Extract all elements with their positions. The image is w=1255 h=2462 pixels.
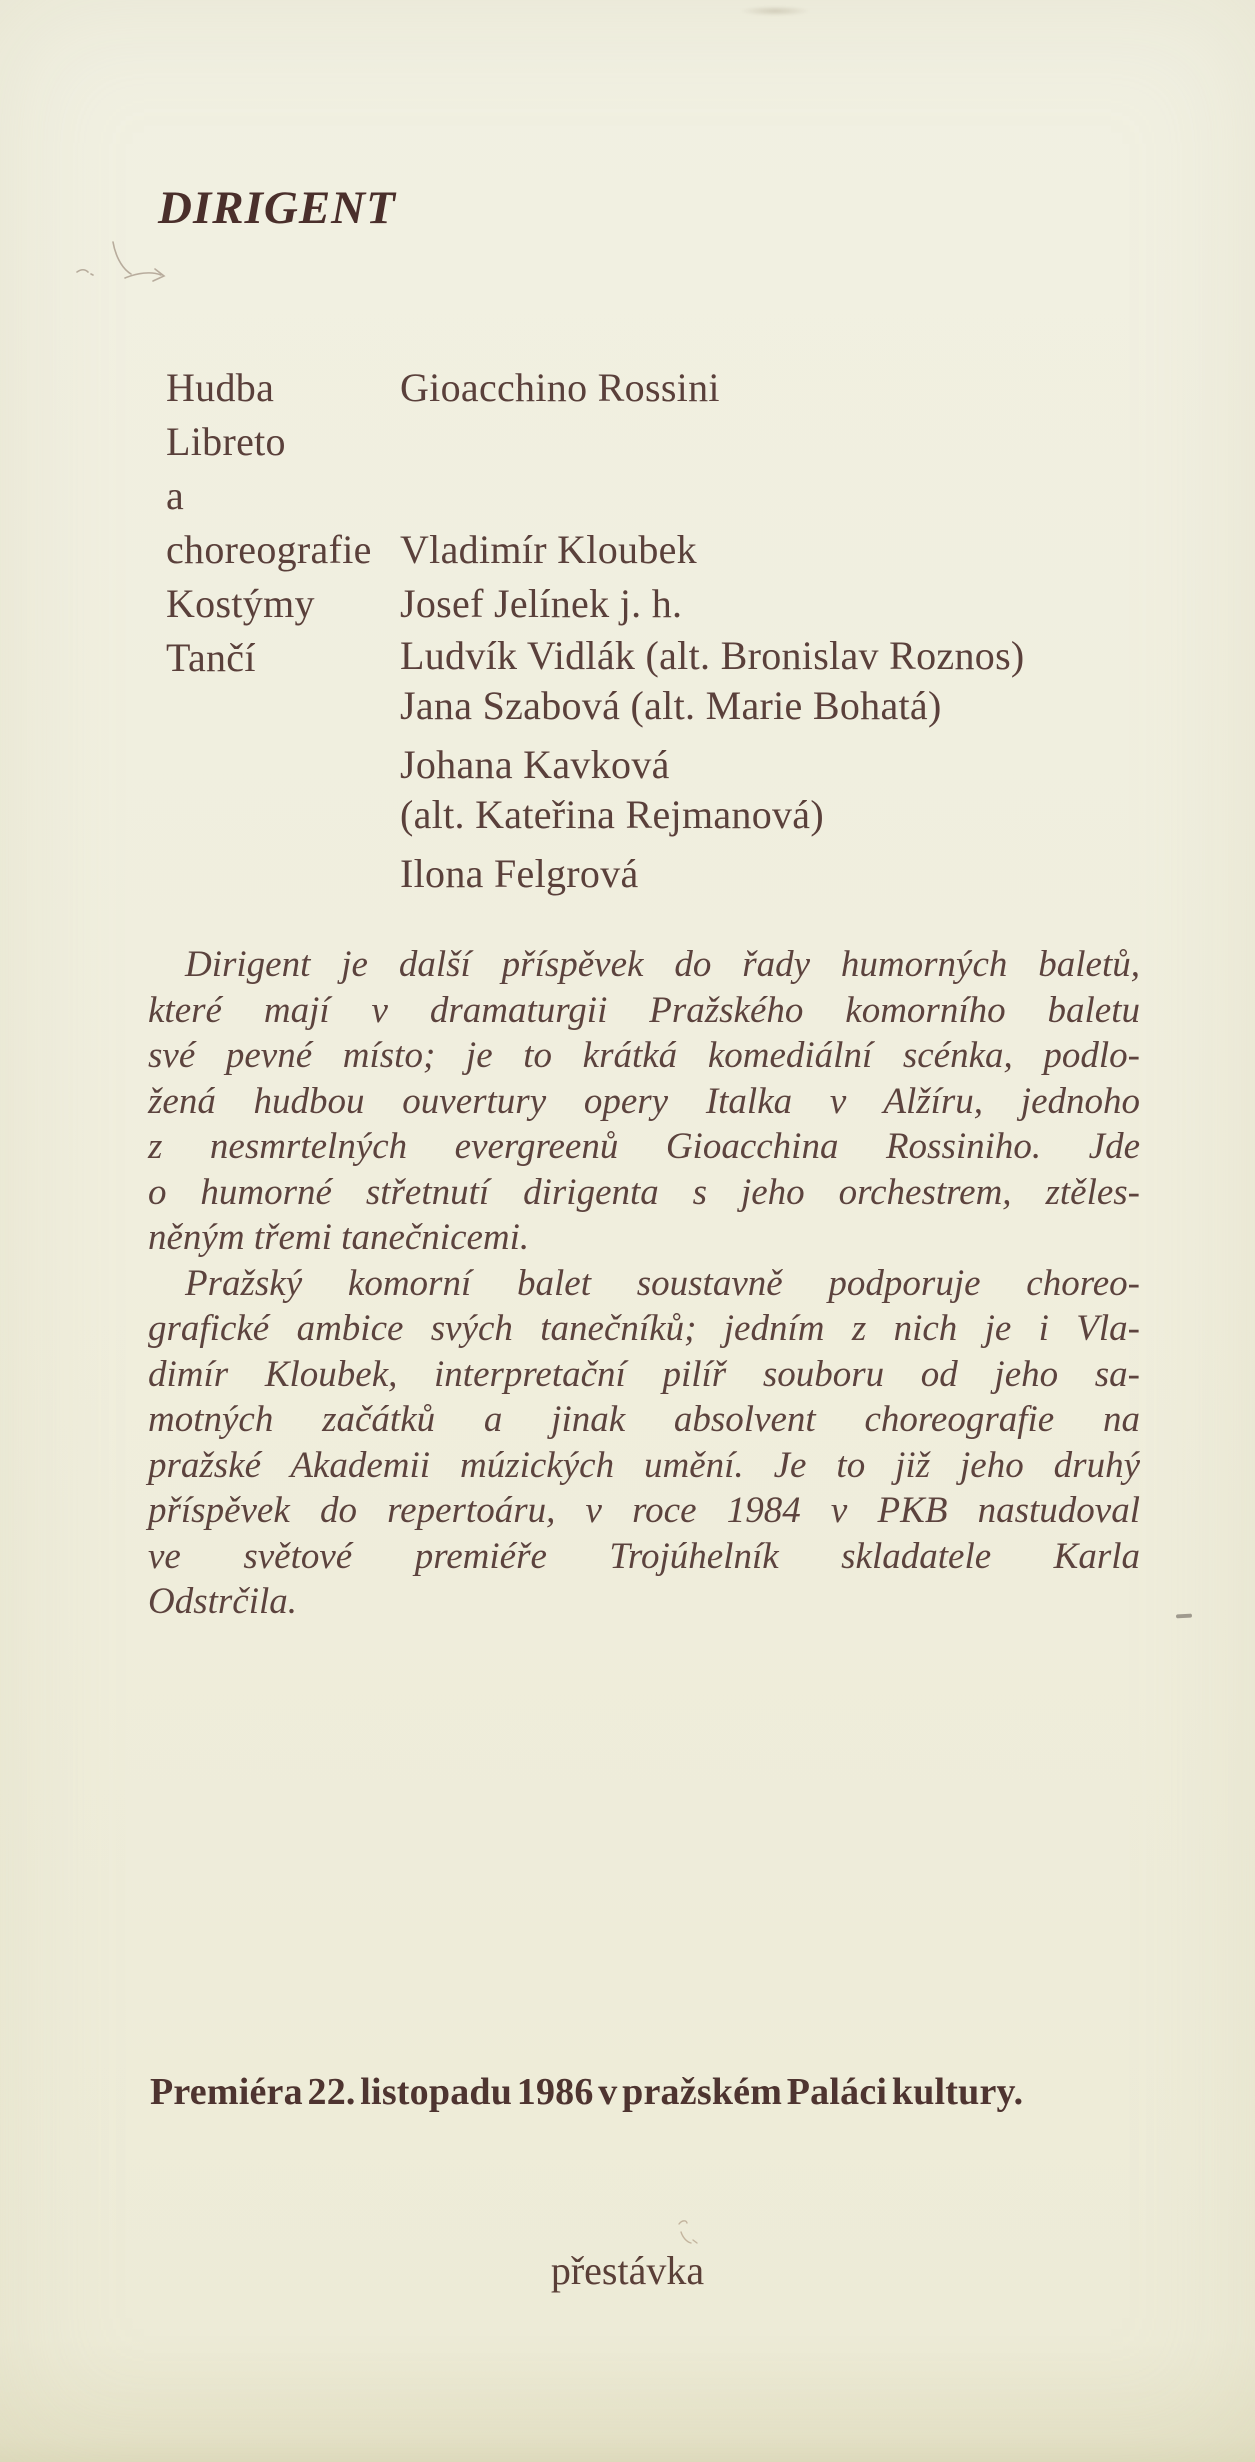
note-line: pražské Akademii múzických umění. Je to již jeho druhý [148,1444,1140,1486]
note-line: žená hudbou ouvertury opery Italka v Alžíru, jednoho [148,1080,1140,1122]
cast-line: Ilona Felgrová [400,851,639,896]
cast-list [400,631,1146,899]
credit-row-music [166,361,1146,415]
note-line: Odstrčila. [148,1581,298,1622]
credit-label: Tančí [166,635,256,680]
credit-label: Libreto [166,419,286,464]
credit-value [400,415,1146,469]
note-line: něným třemi tanečnicemi. [148,1217,530,1258]
credit-label: Hudba [166,365,275,410]
credit-row-costumes [166,577,1146,631]
program-note [148,942,1140,1625]
note-line: ve světové premiéře Trojúhelník skladatele Karla [148,1535,1140,1577]
cast-line: (alt. Kateřina Rejmanová) [400,792,824,837]
credit-label: a [166,473,185,518]
note-line: které mají v dramaturgii Pražského komorního baletu [148,989,1140,1031]
credits-table [166,361,1146,899]
scan-smudge-mark [740,6,810,16]
premiere-line: Premiéra 22. listopadu 1986 v pražském Paláci kultury. [150,2071,1024,2113]
cast-line: Johana Kavková [400,742,670,787]
credit-row-choreography [166,523,1146,577]
stray-dash-mark [1176,1614,1192,1619]
credit-row-libretto [166,415,1146,469]
credit-value: Josef Jelínek j. h. [400,581,683,626]
credit-value [400,469,1146,523]
note-line: grafické ambice svých tanečníků; jedním z nich je i Vla- [148,1308,1140,1349]
note-line: z nesmrtelných evergreenů Gioacchina Rossiniho. Jde [148,1126,1140,1167]
note-line: příspěvek do repertoáru, v roce 1984 v PKB nastudoval [148,1490,1140,1531]
credit-value: Gioacchino Rossini [400,365,720,410]
credit-label: choreografie [166,527,372,572]
credit-row-dancers [166,631,1146,899]
credit-value: Vladimír Kloubek [400,527,697,572]
credit-label: Kostýmy [166,581,315,626]
note-line: motných začátků a jinak absolvent choreografie na [148,1399,1140,1440]
intermission-label: přestávka [550,2248,705,2293]
credit-row-and [166,469,1146,523]
note-line: své pevné místo; je to krátká komediální scénka, podlo- [148,1035,1140,1076]
cast-line: Jana Szabová (alt. Marie Bohatá) [400,683,942,728]
note-line: Pražský komorní balet soustavně podporuje choreo- [185,1262,1140,1304]
pencil-mark [55,232,185,307]
note-line: o humorné střetnutí dirigenta s jeho orchestrem, ztěles- [148,1171,1140,1213]
page-title: DIRIGENT [158,182,396,234]
note-line: Dirigent je další příspěvek do řady humorných baletů, [185,944,1140,985]
cast-line: Ludvík Vidlák (alt. Bronislav Roznos) [400,633,1025,678]
note-line: dimír Kloubek, interpretační pilíř souboru od jeho sa- [148,1353,1140,1395]
